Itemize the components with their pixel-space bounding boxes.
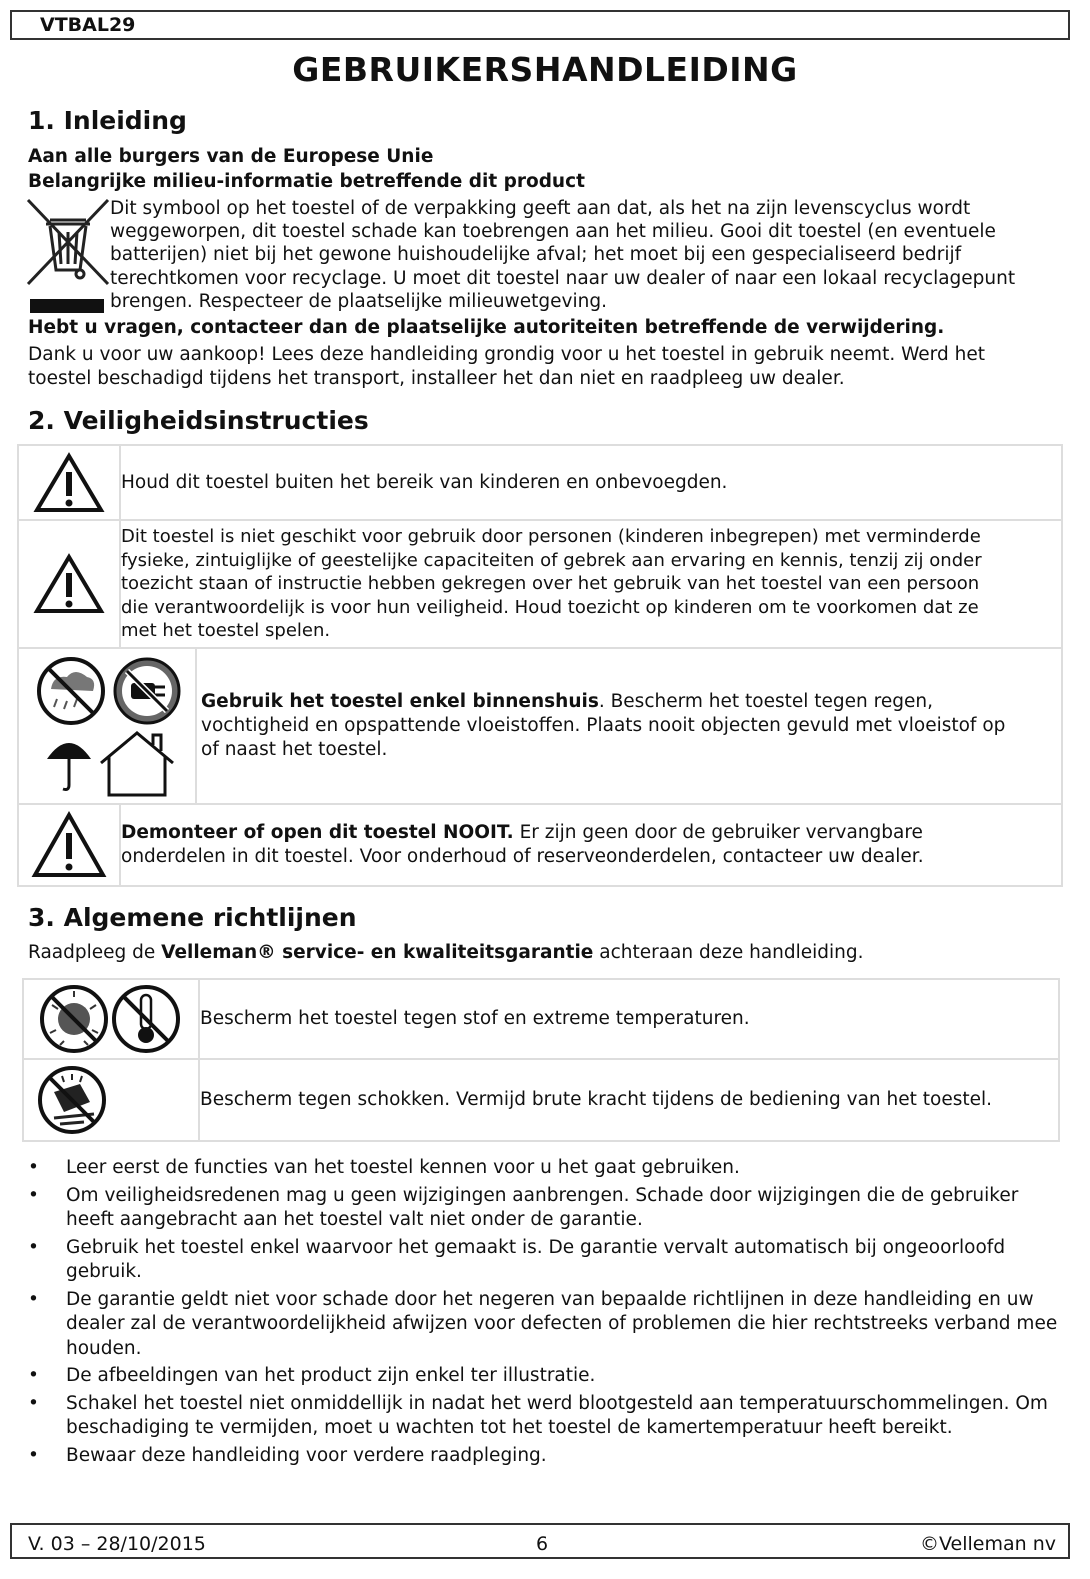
no-temperature-icon (114, 987, 178, 1051)
list-item: • Gebruik het toestel enkel waarvoor het gemaakt is. De garantie vervalt automatisch bij ongeoorloofd gebruik. (28, 1236, 1068, 1285)
section1-sub1: Aan alle burgers van de Europese Unie (28, 146, 434, 167)
list-item: • Bewaar deze handleiding voor verdere raadpleging. (28, 1444, 1068, 1469)
safety-row-1 (18, 445, 1062, 520)
section3-heading: 3. Algemene richtlijnen (28, 903, 357, 932)
safety-2-line-2: fysieke, zintuiglijke of geestelijke capaciteiten of gebrek aan ervaring en kennis, tenzij zij onder (121, 549, 982, 571)
weee-bin-icon (26, 198, 110, 318)
intro-bold: Velleman® service- en kwaliteitsgarantie (161, 942, 594, 963)
warning-triangle-icon (19, 549, 119, 619)
warning-cell (18, 520, 120, 648)
disassemble-line-2: onderdelen in dit toestel. Voor onderhoud of reserveonderdelen, contacteer uw dealer. (121, 846, 924, 867)
document-title: GEBRUIKERSHANDLEIDING (292, 50, 798, 89)
contact-authorities: Hebt u vragen, contacteer dan de plaatselijke autoriteiten betreffende de verwijdering. (28, 317, 945, 338)
dust-temp-icons-cell (23, 979, 199, 1059)
model-code: VTBAL29 (40, 14, 136, 36)
list-item: • De afbeeldingen van het product zijn enkel ter illustratie. (28, 1364, 1068, 1389)
safety-text-1: Houd dit toestel buiten het bereik van kinderen en onbevoegden. (120, 445, 1062, 520)
weee-line-3: batterijen) niet bij het gewone huishoudelijke afval; het moet bij een gespecialiseerd bedrijf (110, 244, 962, 266)
safety-text-2 (120, 520, 1062, 648)
safety-text-4 (120, 804, 1062, 886)
page-footer (10, 1523, 1070, 1559)
thanks-text (28, 343, 985, 391)
thanks-line-1: Dank u voor uw aankoop! Lees deze handleiding grondig voor u het toestel in gebruik neemt. Werd het (28, 344, 985, 365)
weee-line-2: weggeworpen, dit toestel schade kan toebrengen aan het milieu. Gooi dit toestel (en eventuele (110, 221, 996, 243)
no-shock-icon (24, 1062, 120, 1138)
list-item: • De garantie geldt niet voor schade door het negeren van bepaalde richtlijnen in deze handleiding en uw dealer zal de verantwoordelijkheid afwijzen voor defecten of problemen die hier rechtstreeks verband mee houden. (28, 1288, 1068, 1362)
guideline-text-1: Bescherm het toestel tegen stof en extreme temperaturen. (199, 979, 1059, 1059)
indoor-rest: . Bescherm het toestel tegen regen, (598, 691, 933, 712)
disassemble-rest: Er zijn geen door de gebruiker vervangbare (513, 822, 923, 843)
page-header (10, 10, 1070, 40)
warning-triangle-icon (19, 448, 119, 518)
intro-pre: Raadpleeg de (28, 942, 162, 963)
list-item: • Schakel het toestel niet onmiddellijk in nadat het werd blootgesteld aan temperatuurschommelingen. Om beschadiging te vermijden, moet u wachten tot het toestel de kamertemperatuur heeft bereikt. (28, 1392, 1068, 1441)
safety-row-4 (18, 804, 1062, 886)
no-splash-icon (115, 659, 179, 723)
umbrella-icon (47, 743, 91, 790)
guideline-row-2 (23, 1059, 1059, 1141)
safety-table (17, 444, 1063, 649)
thanks-line-2: toestel beschadigd tijdens het transport, installeer het dan niet en raadpleeg uw dealer. (28, 368, 845, 389)
indoor-table (17, 647, 1063, 805)
safety-2-line-1: Dit toestel is niet geschikt voor gebruik door personen (kinderen inbegrepen) met verminderde (121, 526, 981, 548)
weee-line-1: Dit symbool op het toestel of de verpakking geeft aan dat, als het na zijn levenscyclus wordt (110, 198, 971, 219)
intro-post: achteraan deze handleiding. (593, 942, 864, 963)
list-item: • Leer eerst de functies van het toestel kennen voor u het gaat gebruiken. (28, 1156, 1068, 1181)
no-dust-icon (42, 987, 106, 1051)
safety-2-line-4: die verantwoordelijk is voor hun veiligheid. Houd toezicht op kinderen om te voorkomen dat ze (121, 596, 979, 618)
indoor-line-3: of naast het toestel. (201, 739, 388, 760)
safety-2-line-3: toezicht staan of instructie hebben gekregen over het gebruik van het toestel van een persoon (121, 573, 980, 595)
weee-text (110, 197, 1015, 313)
house-icon (101, 733, 173, 795)
safety-2-line-5: met het toestel spelen. (121, 620, 331, 642)
shock-icon-cell (23, 1059, 199, 1141)
safety-row-2 (18, 520, 1062, 648)
safety-text-3 (196, 648, 1062, 804)
indoor-line-2: vochtigheid en opspattende vloeistoffen. Plaats nooit objecten gevuld met vloeistof op (201, 715, 1006, 736)
safety-row-3 (18, 648, 1062, 804)
warning-triangle-icon (19, 807, 119, 883)
section2-heading: 2. Veiligheidsinstructies (28, 406, 369, 435)
warranty-intro (28, 941, 864, 965)
guideline-text-2: Bescherm tegen schokken. Vermijd brute kracht tijdens de bediening van het toestel. (199, 1059, 1059, 1141)
page-number: 6 (536, 1533, 549, 1555)
section1-sub2: Belangrijke milieu-informatie betreffende dit product (28, 171, 585, 192)
section1-heading: 1. Inleiding (28, 106, 187, 135)
warning-cell (18, 804, 120, 886)
disassemble-bold: Demonteer of open dit toestel NOOIT. (121, 822, 514, 843)
copyright: ©Velleman nv (920, 1533, 1056, 1555)
no-rain-icon (39, 659, 103, 723)
weee-line-4: terechtkomen voor recyclage. U moet dit toestel naar uw dealer of naar een lokaal recyclagepunt (110, 267, 1016, 289)
indoor-icons-cell (18, 648, 196, 804)
guidelines-table (22, 978, 1060, 1142)
indoor-bold: Gebruik het toestel enkel binnenshuis (201, 691, 599, 712)
warning-cell (18, 445, 120, 520)
disassemble-table (17, 803, 1063, 887)
guideline-row-1 (23, 979, 1059, 1059)
weee-line-5: brengen. Respecteer de plaatselijke milieuwetgeving. (110, 290, 607, 312)
guidelines-list (28, 1156, 1068, 1471)
version-date: V. 03 – 28/10/2015 (28, 1533, 206, 1555)
list-item: • Om veiligheidsredenen mag u geen wijzigingen aanbrengen. Schade door wijzigingen die de gebruiker heeft aangebracht aan het toestel valt niet onder de garantie. (28, 1184, 1068, 1233)
